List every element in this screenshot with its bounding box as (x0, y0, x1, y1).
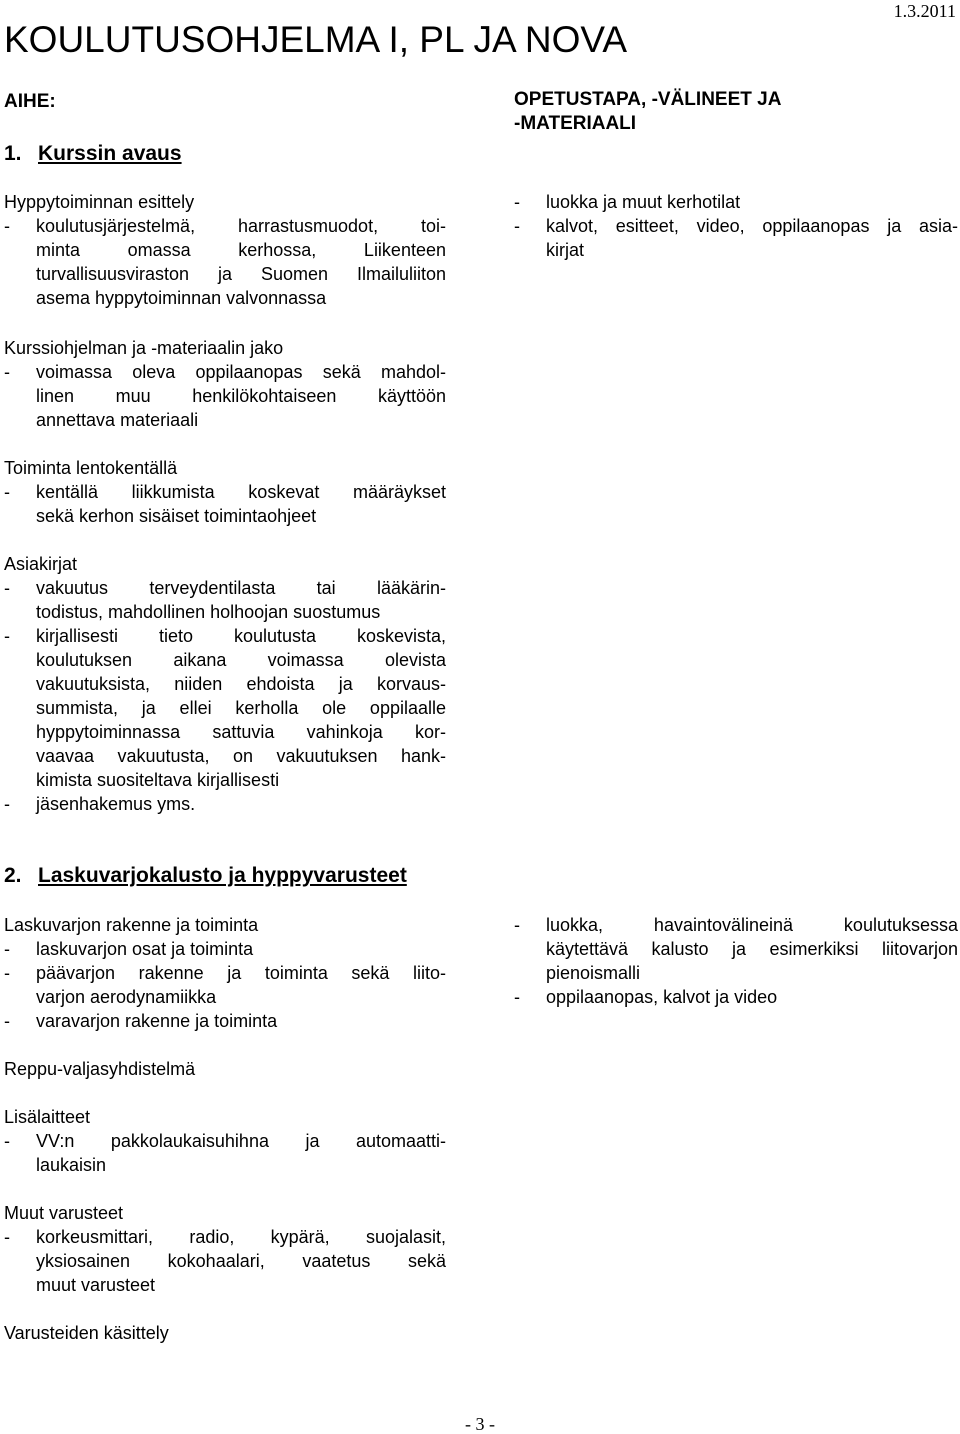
bullet-dash: - (4, 626, 10, 646)
methods-list-section-1 (514, 190, 958, 262)
list-item (4, 480, 446, 528)
block-kurssiohjelman-jako (4, 336, 446, 432)
block-laskuvarjon-rakenne (4, 913, 446, 1033)
item-line: oppilaanopas, kalvot ja video (546, 987, 778, 1007)
item-line: annettava materiaali (36, 410, 199, 430)
item-line: vakuutuksista, niiden ehdoista ja korvaus- (36, 674, 446, 694)
item-line: vaavaa vakuutusta, on vakuutuksen hank- (36, 746, 446, 766)
item-line: linen muu henkilökohtaiseen käyttöön (36, 386, 446, 406)
item-line: sekä kerhon sisäiset toimintaohjeet (36, 506, 317, 526)
document-date: 1.3.2011 (893, 1, 956, 21)
item-line: muut varusteet (36, 1275, 156, 1295)
section-title: Laskuvarjokalusto ja hyppyvarusteet (38, 864, 407, 887)
item-line: voimassa oleva oppilaanopas sekä mahdol- (36, 362, 446, 382)
bullet-dash: - (4, 482, 10, 502)
list-item (4, 360, 446, 432)
item-line: koulutuksen aikana voimassa olevista (36, 650, 446, 670)
section-number: 1. (4, 142, 22, 165)
item-line: summista, ja ellei kerholla ole oppilaalle (36, 698, 446, 718)
item-line: laskuvarjon osat ja toiminta (36, 939, 254, 959)
bullet-dash: - (514, 915, 520, 935)
item-line: päävarjon rakenne ja toiminta sekä liito- (36, 963, 446, 983)
item-line: vakuutus terveydentilasta tai lääkärin- (36, 578, 446, 598)
list-item (4, 937, 446, 961)
list-item (4, 624, 446, 792)
bullet-dash: - (514, 987, 520, 1007)
bullet-dash: - (4, 1131, 10, 1151)
block-muut-varusteet (4, 1201, 446, 1297)
methods-list-section-2 (514, 913, 958, 1009)
block-heading: Hyppytoiminnan esittely (4, 192, 195, 212)
block-asiakirjat (4, 552, 446, 816)
bullet-dash: - (4, 963, 10, 983)
item-line: luokka ja muut kerhotilat (546, 192, 741, 212)
methods-heading-line: -MATERIAALI (514, 113, 637, 134)
page-number: - 3 - (465, 1414, 495, 1434)
block-heading: Laskuvarjon rakenne ja toiminta (4, 915, 259, 935)
bullet-dash: - (514, 216, 520, 236)
list-item (514, 214, 958, 262)
block-heading: Varusteiden käsittely (4, 1323, 169, 1343)
list-item (4, 214, 446, 310)
section-2-heading (4, 862, 407, 890)
item-line: korkeusmittari, radio, kypärä, suojalasit, (36, 1227, 446, 1247)
item-line: VV:n pakkolaukaisuhihna ja automaatti- (36, 1131, 446, 1151)
list-item (4, 576, 446, 624)
item-line: jäsenhakemus yms. (36, 794, 196, 814)
section-title: Kurssin avaus (38, 142, 182, 165)
item-line: kirjat (546, 240, 585, 260)
block-heading: Muut varusteet (4, 1203, 124, 1223)
bullet-dash: - (4, 362, 10, 382)
item-line: varavarjon rakenne ja toiminta (36, 1011, 278, 1031)
block-heading: Lisälaitteet (4, 1107, 91, 1127)
list-item (4, 1225, 446, 1297)
block-heading: Reppu-valjasyhdistelmä (4, 1059, 196, 1079)
item-line: kentällä liikkumista koskevat määräykset (36, 482, 446, 502)
block-heading: Asiakirjat (4, 554, 78, 574)
item-line: laukaisin (36, 1155, 107, 1175)
item-line: pienoismalli (546, 963, 641, 983)
bullet-dash: - (4, 939, 10, 959)
list-item (514, 985, 958, 1009)
bullet-dash: - (4, 1011, 10, 1031)
item-line: todistus, mahdollinen holhoojan suostumus (36, 602, 381, 622)
methods-heading (514, 88, 781, 136)
item-line: kalvot, esitteet, video, oppilaanopas ja asia- (546, 216, 958, 236)
item-line: luokka, havaintovälineinä koulutuksessa (546, 915, 958, 935)
block-hyppytoiminnan-esittely (4, 190, 446, 310)
list-item (514, 190, 958, 214)
list-item (4, 792, 446, 816)
list-item (4, 1009, 446, 1033)
bullet-dash: - (4, 1227, 10, 1247)
section-number: 2. (4, 864, 22, 887)
list-item (4, 1129, 446, 1177)
block-varusteiden-kasittely (4, 1321, 446, 1345)
block-heading: Kurssiohjelman ja -materiaalin jako (4, 338, 284, 358)
item-line: kirjallisesti tieto koulutusta koskevista, (36, 626, 446, 646)
item-line: minta omassa kerhossa, Liikenteen (36, 240, 446, 260)
block-heading: Toiminta lentokentällä (4, 458, 178, 478)
block-reppu-valjasyhdistelma (4, 1057, 446, 1081)
item-line: koulutusjärjestelmä, harrastusmuodot, toi- (36, 216, 446, 236)
block-lisalaitteet (4, 1105, 446, 1177)
item-line: kimista suositeltava kirjallisesti (36, 770, 280, 790)
bullet-dash: - (4, 794, 10, 814)
methods-heading-line: OPETUSTAPA, -VÄLINEET JA (514, 89, 782, 110)
topic-label: AIHE: (4, 91, 56, 112)
item-line: varjon aerodynamiikka (36, 987, 217, 1007)
item-line: yksiosainen kokohaalari, vaatetus sekä (36, 1251, 446, 1271)
item-line: käytettävä kalusto ja esimerkiksi liitovarjon (546, 939, 958, 959)
document-title: KOULUTUSOHJELMA I, PL JA NOVA (4, 19, 628, 60)
list-item (4, 961, 446, 1009)
bullet-dash: - (4, 216, 10, 236)
bullet-dash: - (514, 192, 520, 212)
list-item (514, 913, 958, 985)
block-toiminta-lentokentalla (4, 456, 446, 528)
item-line: turvallisuusviraston ja Suomen Ilmailuliiton (36, 264, 446, 284)
item-line: asema hyppytoiminnan valvonnassa (36, 288, 327, 308)
item-line: hyppytoiminnassa sattuvia vahinkoja kor- (36, 722, 446, 742)
bullet-dash: - (4, 578, 10, 598)
section-1-heading (4, 140, 182, 168)
